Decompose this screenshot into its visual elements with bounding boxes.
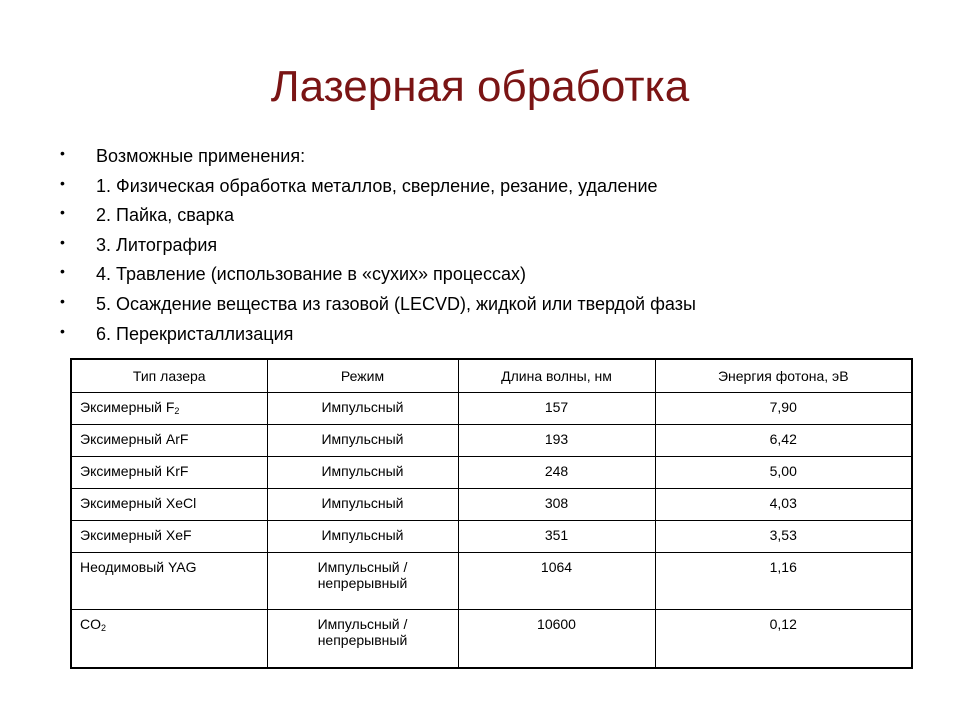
cell-wavelength: 248 bbox=[458, 457, 655, 489]
cell-mode: Импульсный bbox=[267, 393, 458, 425]
cell-energy: 0,12 bbox=[655, 610, 912, 668]
bullet-icon: • bbox=[60, 292, 65, 309]
cell-mode: Импульсный / непрерывный bbox=[267, 610, 458, 668]
table-row bbox=[71, 553, 912, 610]
cell-wavelength: 351 bbox=[458, 521, 655, 553]
bullet-item: • 1. Физическая обработка металлов, сверление, резание, удаление bbox=[60, 172, 696, 202]
cell-wavelength: 1064 bbox=[458, 553, 655, 610]
bullet-list bbox=[60, 142, 696, 349]
cell-energy: 6,42 bbox=[655, 425, 912, 457]
cell-energy: 4,03 bbox=[655, 489, 912, 521]
bullet-item: • 4. Травление (использование в «сухих» процессах) bbox=[60, 260, 696, 290]
cell-laser-type: Эксимерный $F_2$ bbox=[71, 393, 267, 425]
cell-mode: Импульсный bbox=[267, 457, 458, 489]
table-row bbox=[71, 610, 912, 668]
bullet-icon: • bbox=[60, 233, 65, 250]
table-header-row bbox=[71, 359, 912, 393]
cell-laser-type: Эксимерный XeF bbox=[71, 521, 267, 553]
bullet-icon: • bbox=[60, 263, 65, 280]
cell-mode: Импульсный bbox=[267, 521, 458, 553]
cell-laser-type: Эксимерный XeCl bbox=[71, 489, 267, 521]
slide-title: Лазерная обработка bbox=[270, 62, 690, 111]
bullet-item: • 5. Осаждение вещества из газовой (LECVD), жидкой или твердой фазы bbox=[60, 290, 696, 320]
table-row bbox=[71, 393, 912, 425]
cell-wavelength: 10600 bbox=[458, 610, 655, 668]
cell-energy: 3,53 bbox=[655, 521, 912, 553]
header-wavelength: Длина волны, нм bbox=[458, 359, 655, 393]
bullet-item: • 3. Литография bbox=[60, 231, 696, 261]
table-row bbox=[71, 457, 912, 489]
laser-table bbox=[70, 358, 913, 669]
header-laser-type: Тип лазера bbox=[71, 359, 267, 393]
cell-wavelength: 308 bbox=[458, 489, 655, 521]
cell-laser-type: Эксимерный KrF bbox=[71, 457, 267, 489]
bullet-item: • 2. Пайка, сварка bbox=[60, 201, 696, 231]
bullet-item: • Возможные применения: bbox=[60, 142, 696, 172]
cell-wavelength: 193 bbox=[458, 425, 655, 457]
table-row bbox=[71, 521, 912, 553]
cell-mode: Импульсный bbox=[267, 489, 458, 521]
bullet-item: • 6. Перекристаллизация bbox=[60, 320, 696, 350]
cell-laser-type: $CO_2$ bbox=[71, 610, 267, 668]
header-photon-energy: Энергия фотона, эВ bbox=[655, 359, 912, 393]
bullet-icon: • bbox=[60, 204, 65, 221]
bullet-icon: • bbox=[60, 145, 65, 161]
cell-energy: 7,90 bbox=[655, 393, 912, 425]
table-row bbox=[71, 425, 912, 457]
cell-laser-type: Неодимовый YAG bbox=[71, 553, 267, 610]
bullet-icon: • bbox=[60, 174, 65, 191]
cell-mode: Импульсный / непрерывный bbox=[267, 553, 458, 610]
cell-energy: 5,00 bbox=[655, 457, 912, 489]
cell-energy: 1,16 bbox=[655, 553, 912, 610]
cell-wavelength: 157 bbox=[458, 393, 655, 425]
table-row bbox=[71, 489, 912, 521]
cell-mode: Импульсный bbox=[267, 425, 458, 457]
bullet-icon: • bbox=[60, 322, 65, 339]
cell-laser-type: Эксимерный ArF bbox=[71, 425, 267, 457]
header-mode: Режим bbox=[267, 359, 458, 393]
